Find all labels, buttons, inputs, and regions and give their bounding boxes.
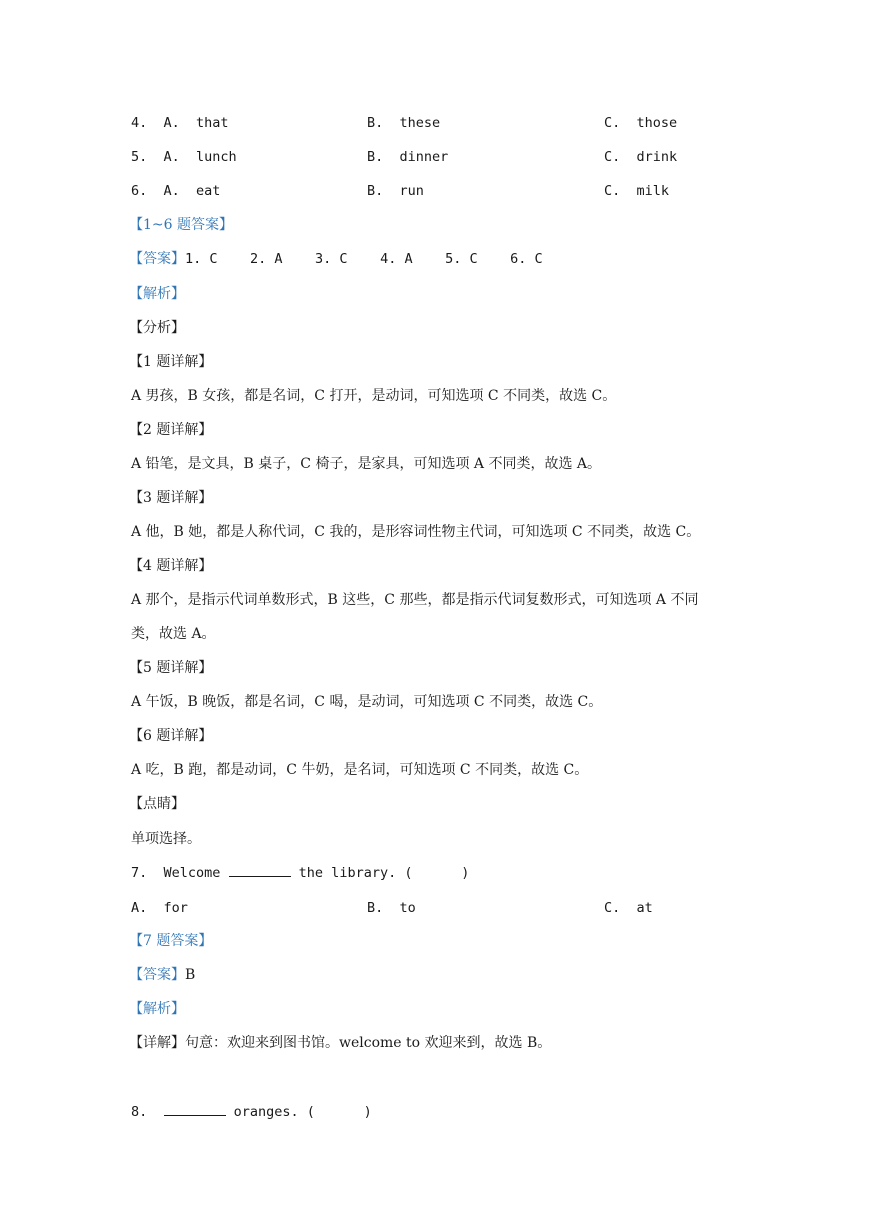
q6-option-c: C. milk	[604, 183, 670, 199]
question-8: 8. oranges. ( )	[131, 1104, 372, 1120]
answer-header-1-6: 【1~6 题答案】	[129, 217, 233, 233]
detail-title-5: 【5 题详解】	[129, 660, 213, 676]
q7-option-b: B. to	[367, 900, 416, 916]
q4-option-c: C. those	[604, 115, 678, 131]
detail-title-4: 【4 题详解】	[129, 558, 213, 574]
answer-blank-8	[164, 1103, 226, 1116]
answer-header-7: 【7 题答案】	[129, 933, 213, 949]
detail-line-7: 【详解】句意：欢迎来到图书馆。welcome to 欢迎来到，故选 B。	[129, 1035, 552, 1051]
detail-text-2: A 铅笔，是文具，B 桌子，C 椅子，是家具，可知选项 A 不同类，故选 A。	[131, 456, 602, 472]
q7-option-a: A. for	[131, 900, 188, 916]
analysis-label-1: 【解析】	[129, 286, 185, 302]
answer-line-1-6: 【答案】1. C 2. A 3. C 4. A 5. C 6. C	[129, 251, 543, 267]
dianjing-text: 单项选择。	[131, 831, 201, 847]
detail-text-5: A 午饭，B 晚饭，都是名词，C 喝，是动词，可知选项 C 不同类，故选 C。	[131, 694, 603, 710]
answer-line-7: 【答案】B	[129, 967, 196, 983]
detail-title-1: 【1 题详解】	[129, 354, 213, 370]
detail-text-6: A 吃，B 跑，都是动词，C 牛奶，是名词，可知选项 C 不同类，故选 C。	[131, 762, 589, 778]
fenxi-label: 【分析】	[129, 320, 185, 336]
q7-option-c: C. at	[604, 900, 653, 916]
q5-option-a: 5. A. lunch	[131, 149, 237, 165]
answer-blank	[229, 864, 291, 877]
detail-title-2: 【2 题详解】	[129, 422, 213, 438]
detail-text-4-line1: A 那个，是指示代词单数形式，B 这些，C 那些，都是指示代词复数形式，可知选项 A 不同	[131, 592, 699, 608]
detail-title-6: 【6 题详解】	[129, 728, 213, 744]
dianjing-label: 【点睛】	[129, 796, 185, 812]
detail-title-3: 【3 题详解】	[129, 490, 213, 506]
q5-option-b: B. dinner	[367, 149, 449, 165]
detail-text-4-line2: 类，故选 A。	[131, 626, 216, 642]
analysis-label-2: 【解析】	[129, 1001, 185, 1017]
q6-option-a: 6. A. eat	[131, 183, 221, 199]
detail-text-3: A 他，B 她，都是人称代词，C 我的，是形容词性物主代词，可知选项 C 不同类，故选 C。	[131, 524, 701, 540]
detail-text-1: A 男孩，B 女孩，都是名词，C 打开，是动词，可知选项 C 不同类，故选 C。	[131, 388, 617, 404]
q5-option-c: C. drink	[604, 149, 678, 165]
q4-option-a: 4. A. that	[131, 115, 229, 131]
q4-option-b: B. these	[367, 115, 441, 131]
q6-option-b: B. run	[367, 183, 424, 199]
question-7: 7. Welcome the library. ( )	[131, 865, 470, 881]
